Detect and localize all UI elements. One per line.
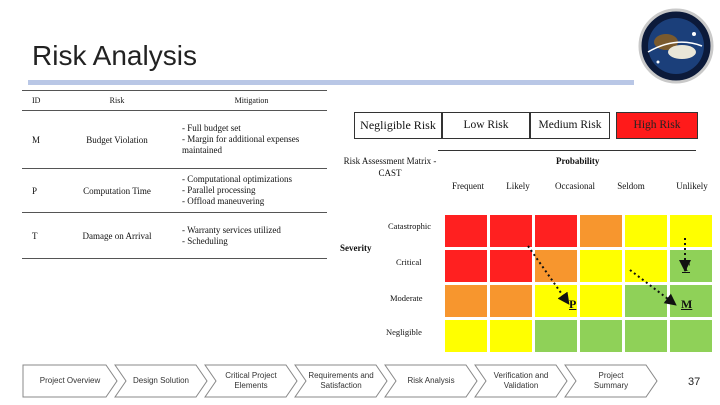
nav-label: Critical Project Elements — [225, 371, 277, 390]
column-header: Unlikely — [676, 181, 708, 191]
row-risk: Budget Violation — [58, 111, 176, 169]
page-number: 37 — [688, 376, 701, 388]
page-title: Risk Analysis — [32, 40, 197, 71]
header-id: ID — [22, 91, 58, 111]
mitigation-line: maintained — [182, 145, 222, 155]
nav-label: Risk Analysis — [407, 376, 455, 385]
column-header: Seldom — [617, 181, 645, 191]
nav-project-summary[interactable] — [564, 364, 658, 398]
marker-t: T — [682, 260, 691, 274]
legend-low: Low Risk — [442, 112, 530, 139]
mitigation-line: - Full budget set — [182, 123, 241, 133]
mitigation-line: - Parallel processing — [182, 185, 256, 195]
legend-medium: Medium Risk — [530, 112, 610, 139]
column-header: Likely — [506, 181, 530, 191]
nav-label: Project Overview — [39, 376, 101, 385]
row-id: T — [22, 213, 58, 259]
mitigation-line: - Scheduling — [182, 235, 228, 246]
header-risk: Risk — [58, 91, 176, 111]
row-header: Negligible — [386, 327, 422, 337]
severity-label: Severity — [340, 243, 372, 253]
nav-requirements[interactable] — [294, 364, 388, 398]
nav-risk-analysis[interactable] — [384, 364, 478, 398]
mitigation-line: - Computational optimizations — [182, 174, 292, 184]
row-id: M — [22, 111, 58, 169]
nav-label: Verification and Validation — [493, 371, 549, 390]
mitigation-line: - Warranty services utilized — [182, 224, 281, 235]
row-header: Catastrophic — [388, 221, 431, 231]
row-header: Moderate — [390, 293, 423, 303]
legend-high: High Risk — [616, 112, 698, 139]
nav-critical-project-elements[interactable] — [204, 364, 298, 398]
legend-negligible: Negligible Risk — [354, 112, 442, 139]
mitigation-line: - Margin for additional expenses — [182, 134, 300, 144]
row-risk: Damage on Arrival — [58, 213, 176, 259]
probability-label: Probability — [556, 156, 600, 166]
row-header: Critical — [396, 257, 422, 267]
nav-verification[interactable] — [474, 364, 568, 398]
marker-m: M — [681, 297, 693, 311]
mitigation-line: - Offload maneuvering — [182, 196, 265, 206]
nav-label: Project Summary — [593, 371, 629, 390]
header-mitigation: Mitigation — [176, 91, 327, 111]
nav-project-overview[interactable] — [22, 364, 118, 398]
nav-label: Design Solution — [132, 376, 190, 385]
row-id: P — [22, 169, 58, 213]
column-header: Occasional — [555, 181, 595, 191]
marker-p: P — [569, 297, 577, 311]
nav-design-solution[interactable] — [114, 364, 208, 398]
nav-label: Requirements and Satisfaction — [308, 371, 374, 390]
row-risk: Computation Time — [58, 169, 176, 213]
column-header: Frequent — [452, 181, 484, 191]
matrix-title: Risk Assessment Matrix - CAST — [343, 156, 437, 178]
